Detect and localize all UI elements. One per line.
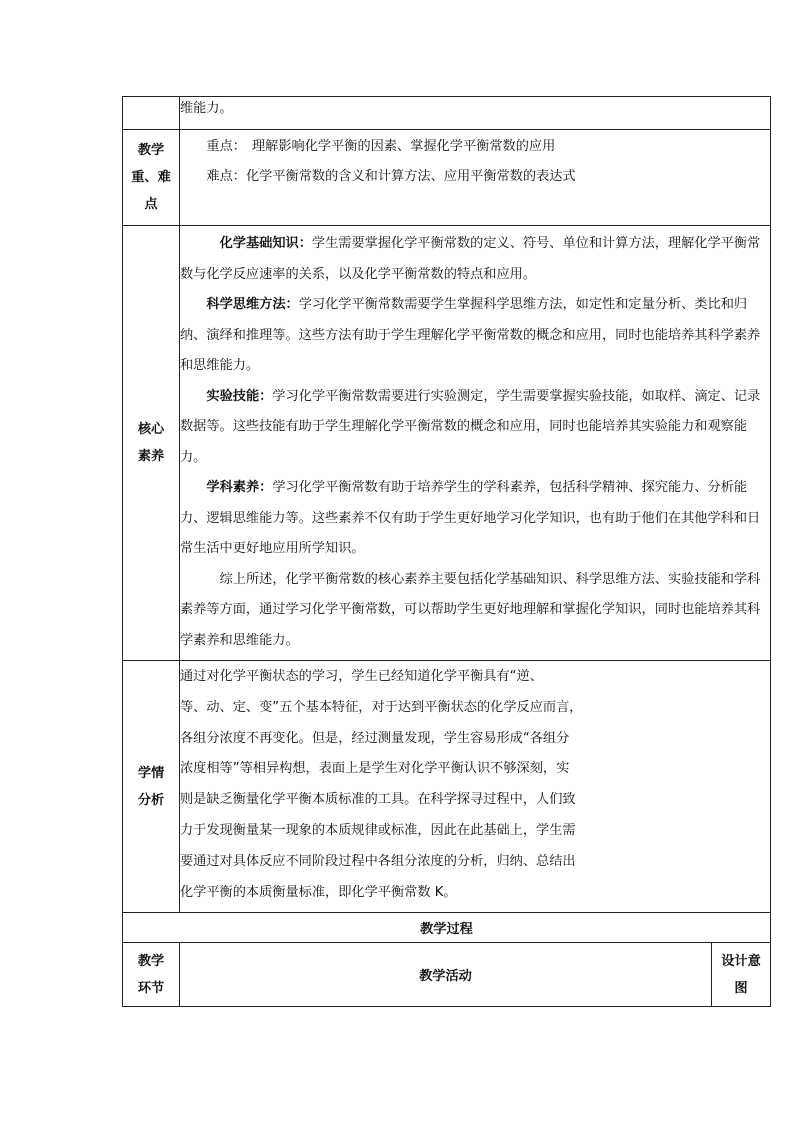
literacy-row xyxy=(123,226,771,661)
keypoints-cell xyxy=(180,130,771,226)
analysis-cell xyxy=(180,661,771,913)
header-activity: 教学活动 xyxy=(180,943,712,1007)
literacy-paragraph: 化学基础知识：学生需要掌握化学平衡常数的定义、符号、单位和计算方法，理解化学平衡常数与化学反应速率的关系，以及化学平衡常数的特点和应用。 xyxy=(180,236,761,282)
continuation-row xyxy=(123,97,771,130)
literacy-paragraph: 学科素养：学习化学平衡常数有助于培养学生的学科素养，包括科学精神、探究能力、分析能力、逻辑思维能力等。这些素养不仅有助于学生更好地学习化学知识，也有助于他们在其他学科和日常生活中更好地应用所学知识。 xyxy=(180,480,761,556)
analysis-line: 等、动、定、变”五个基本特征，对于达到平衡状态的化学反应而言， xyxy=(180,699,583,715)
analysis-line: 各组分浓度不再变化。但是，经过测量发现，学生容易形成“各组分 xyxy=(180,730,570,746)
process-title-row xyxy=(123,913,771,943)
analysis-line: 要通过对具体反应不同阶段过程中各组分浓度的分析，归纳、总结出 xyxy=(180,853,576,869)
continuation-label-cell xyxy=(123,97,180,130)
lesson-plan-table xyxy=(122,96,771,1007)
continuation-cell xyxy=(180,97,771,130)
literacy-paragraph: 综上所述，化学平衡常数的核心素养主要包括化学基础知识、科学思维方法、实验技能和学科素养等方面，通过学习化学平衡常数，可以帮助学生更好地理解和掌握化学知识，同时也能培养其科学素养和思维能力。 xyxy=(180,571,761,648)
analysis-row xyxy=(123,661,771,913)
analysis-line: 浓度相等”等相异构想，表面上是学生对化学平衡认识不够深刻，实 xyxy=(180,761,570,777)
analysis-line: 则是缺乏衡量化学平衡本质标准的工具。在科学探寻过程中，人们致 xyxy=(180,792,576,808)
process-header-row xyxy=(123,943,771,1007)
header-stage: 教学 环节 xyxy=(123,943,180,1007)
process-title: 教学过程 xyxy=(123,913,771,943)
keypoints-label: 教学 重、难 点 xyxy=(123,130,180,226)
analysis-line: 力于发现衡量某一现象的本质规律或标准，因此在此基础上，学生需 xyxy=(180,822,576,838)
analysis-label: 学情 分析 xyxy=(123,661,180,913)
literacy-cell xyxy=(180,226,771,661)
key-point: 重点： 理解影响化学平衡的因素、掌握化学平衡常数的应用 xyxy=(206,139,556,154)
literacy-paragraph: 实验技能：学习化学平衡常数需要进行实验测定，学生需要掌握实验技能，如取样、滴定、记录数据等。这些技能有助于学生理解化学平衡常数的概念和应用，同时也能培养其实验能力和观察能力。 xyxy=(180,388,761,465)
continuation-text: 维能力。 xyxy=(180,101,233,116)
header-intent: 设计意 图 xyxy=(712,943,771,1007)
literacy-label: 核心 素养 xyxy=(123,226,180,661)
analysis-line: 通过对化学平衡状态的学习，学生已经知道化学平衡具有“逆、 xyxy=(180,669,543,684)
keypoints-row xyxy=(123,130,771,226)
analysis-line: 化学平衡的本质衡量标准，即化学平衡常数 K。 xyxy=(180,884,457,900)
difficult-point: 难点：化学平衡常数的含义和计算方法、应用平衡常数的表达式 xyxy=(206,169,576,184)
literacy-paragraph: 科学思维方法：学习化学平衡常数需要学生掌握科学思维方法，如定性和定量分析、类比和归纳、演绎和推理等。这些方法有助于学生理解化学平衡常数的概念和应用，同时也能培养其科学素养和思维能力。 xyxy=(180,297,761,373)
